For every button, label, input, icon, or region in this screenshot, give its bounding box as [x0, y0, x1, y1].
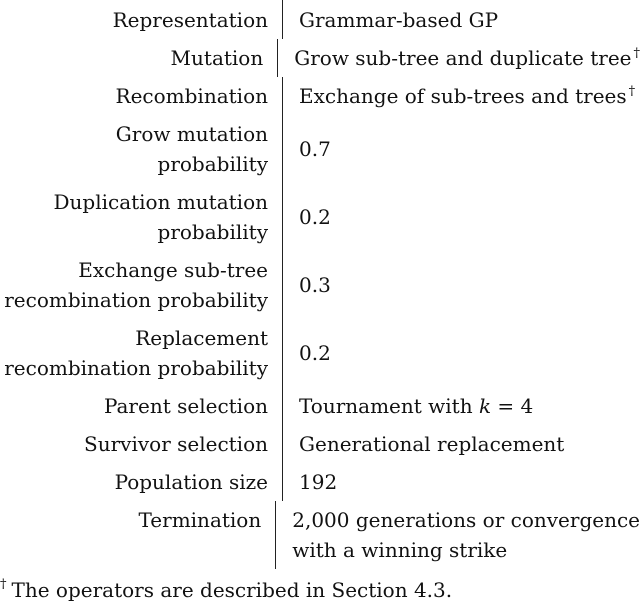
- param-value: [283, 270, 640, 300]
- table-row: [0, 387, 640, 425]
- param-label-line: Recombination: [115, 84, 268, 108]
- param-label-line: probability: [157, 152, 268, 176]
- param-label-line: Mutation: [170, 46, 264, 70]
- param-label: [0, 115, 283, 183]
- param-value: [283, 0, 640, 39]
- param-label: [0, 425, 283, 463]
- param-label-line: Replacement: [135, 326, 268, 350]
- table-row: [0, 183, 640, 251]
- param-label-line: Duplication mutation: [53, 190, 268, 214]
- table-row: [0, 115, 640, 183]
- param-label-line: Termination: [138, 508, 262, 532]
- param-label: [0, 463, 283, 501]
- param-value: [283, 202, 640, 232]
- param-label-line: Representation: [112, 8, 268, 32]
- table-footnote: [0, 575, 452, 605]
- dagger-footnote-mark: †: [633, 46, 640, 61]
- table-row: [0, 0, 640, 39]
- param-value-line: 0.3: [299, 273, 331, 297]
- param-value-line: 0.2: [299, 205, 331, 229]
- param-value-line: with a winning strike: [292, 538, 508, 562]
- param-label-line: Exchange sub-tree: [78, 258, 268, 282]
- footnote-text: The operators are described in Section 4.3.: [11, 578, 453, 602]
- param-value-line: 2,000 generations or convergence: [292, 508, 640, 532]
- param-label-line: Survivor selection: [84, 432, 268, 456]
- param-label-line: probability: [157, 220, 268, 244]
- param-value-line: 192: [299, 470, 338, 494]
- param-value-line: 0.7: [299, 137, 331, 161]
- param-label-line: Parent selection: [103, 394, 268, 418]
- param-value-line: Grammar-based GP: [299, 8, 499, 32]
- param-label-line: Grow mutation: [115, 122, 268, 146]
- param-label: [0, 183, 283, 251]
- param-value: [283, 463, 640, 501]
- param-value: [283, 425, 640, 463]
- table-row: [0, 77, 640, 115]
- param-label: [0, 319, 283, 387]
- param-value-suffix: = 4: [491, 394, 534, 418]
- param-value: [278, 39, 640, 77]
- table-row: [0, 319, 640, 387]
- table-row: [0, 39, 640, 77]
- param-label-line: recombination probability: [4, 356, 268, 380]
- table-row: [0, 425, 640, 463]
- param-label: [0, 501, 276, 569]
- param-label-line: recombination probability: [4, 288, 268, 312]
- param-value-prefix: Tournament with: [299, 394, 479, 418]
- param-value: [276, 501, 640, 565]
- param-value: [283, 77, 640, 115]
- param-value: [283, 134, 640, 164]
- param-value: [283, 338, 640, 368]
- param-value-line: 0.2: [299, 341, 331, 365]
- param-label: [0, 77, 283, 115]
- param-label: [0, 387, 283, 425]
- param-value: [283, 387, 640, 425]
- dagger-footnote-mark: †: [0, 577, 7, 592]
- param-value-line: Generational replacement: [299, 432, 565, 456]
- table-row: [0, 501, 640, 569]
- dagger-footnote-mark: †: [628, 84, 636, 99]
- param-label: [0, 0, 283, 39]
- param-label: [0, 251, 283, 319]
- param-value-line: Grow sub-tree and duplicate tree: [294, 46, 632, 70]
- table-row: [0, 251, 640, 319]
- math-variable: k: [478, 394, 492, 418]
- param-value-line: Exchange of sub-trees and trees: [299, 84, 627, 108]
- param-label-line: Population size: [114, 470, 268, 494]
- table-row: [0, 463, 640, 501]
- param-label: [0, 39, 278, 77]
